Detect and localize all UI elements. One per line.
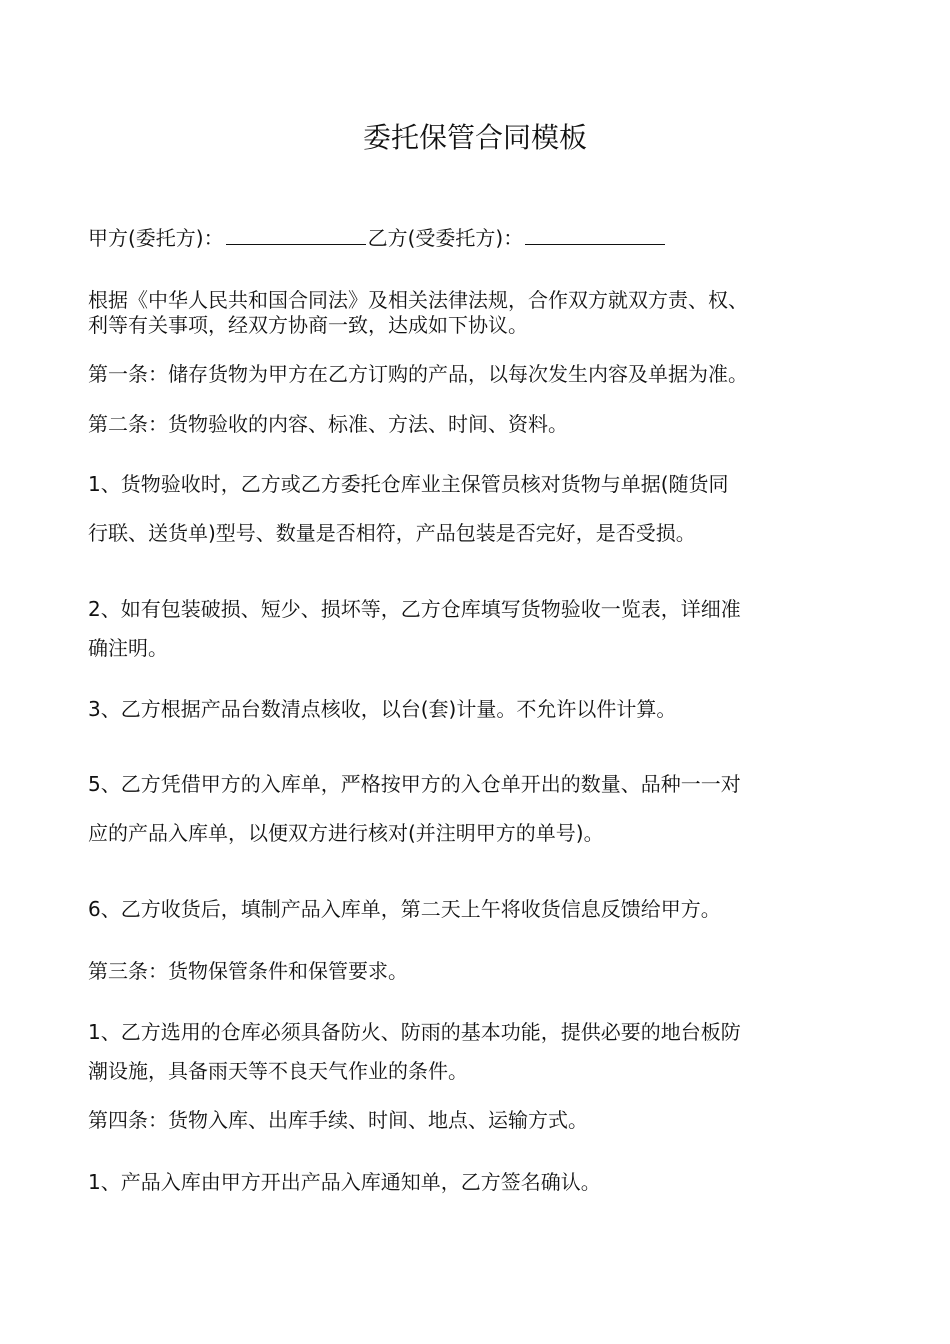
parties-line: [88, 224, 878, 251]
article-4-heading: 第四条：货物入库、出库手续、时间、地点、运输方式。: [88, 1108, 588, 1132]
article-3-item-1-line-2: 潮设施，具备雨天等不良天气作业的条件。: [88, 1059, 468, 1083]
party-a-blank: [226, 224, 366, 245]
document-title: 委托保管合同模板: [362, 121, 587, 154]
article-1: 第一条：储存货物为甲方在乙方订购的产品，以每次发生内容及单据为准。: [88, 362, 748, 386]
article-3-item-1-line-1: 1、乙方选用的仓库必须具备防火、防雨的基本功能，提供必要的地台板防: [88, 1020, 741, 1044]
article-3-heading: 第三条：货物保管条件和保管要求。: [88, 959, 408, 983]
article-2-item-1-line-2: 行联、送货单)型号、数量是否相符，产品包装是否完好，是否受损。: [88, 521, 696, 545]
party-a-label: 甲方(委托方)：: [88, 226, 224, 250]
article-2-item-1-line-1: 1、货物验收时，乙方或乙方委托仓库业主保管员核对货物与单据(随货同: [88, 472, 729, 496]
party-b-label: 乙方(受委托方)：: [367, 226, 524, 250]
intro-line-2: 利等有关事项，经双方协商一致，达成如下协议。: [88, 313, 528, 337]
article-2-item-5-line-2: 应的产品入库单，以便双方进行核对(并注明甲方的单号)。: [88, 821, 604, 845]
article-2-item-2-line-2: 确注明。: [88, 636, 168, 660]
article-2-item-6: 6、乙方收货后，填制产品入库单，第二天上午将收货信息反馈给甲方。: [88, 897, 721, 921]
article-2-item-2-line-1: 2、如有包装破损、短少、损坏等，乙方仓库填写货物验收一览表，详细准: [88, 597, 741, 621]
intro-line-1: 根据《中华人民共和国合同法》及相关法律法规，合作双方就双方责、权、: [88, 288, 748, 312]
article-2-heading: 第二条：货物验收的内容、标准、方法、时间、资料。: [88, 412, 568, 436]
article-2-item-3: 3、乙方根据产品台数清点核收，以台(套)计量。不允许以件计算。: [88, 697, 677, 721]
article-2-item-5-line-1: 5、乙方凭借甲方的入库单，严格按甲方的入仓单开出的数量、品种一一对: [88, 772, 741, 796]
party-b-blank: [525, 224, 665, 245]
article-4-item-1: 1、产品入库由甲方开出产品入库通知单，乙方签名确认。: [88, 1170, 601, 1194]
